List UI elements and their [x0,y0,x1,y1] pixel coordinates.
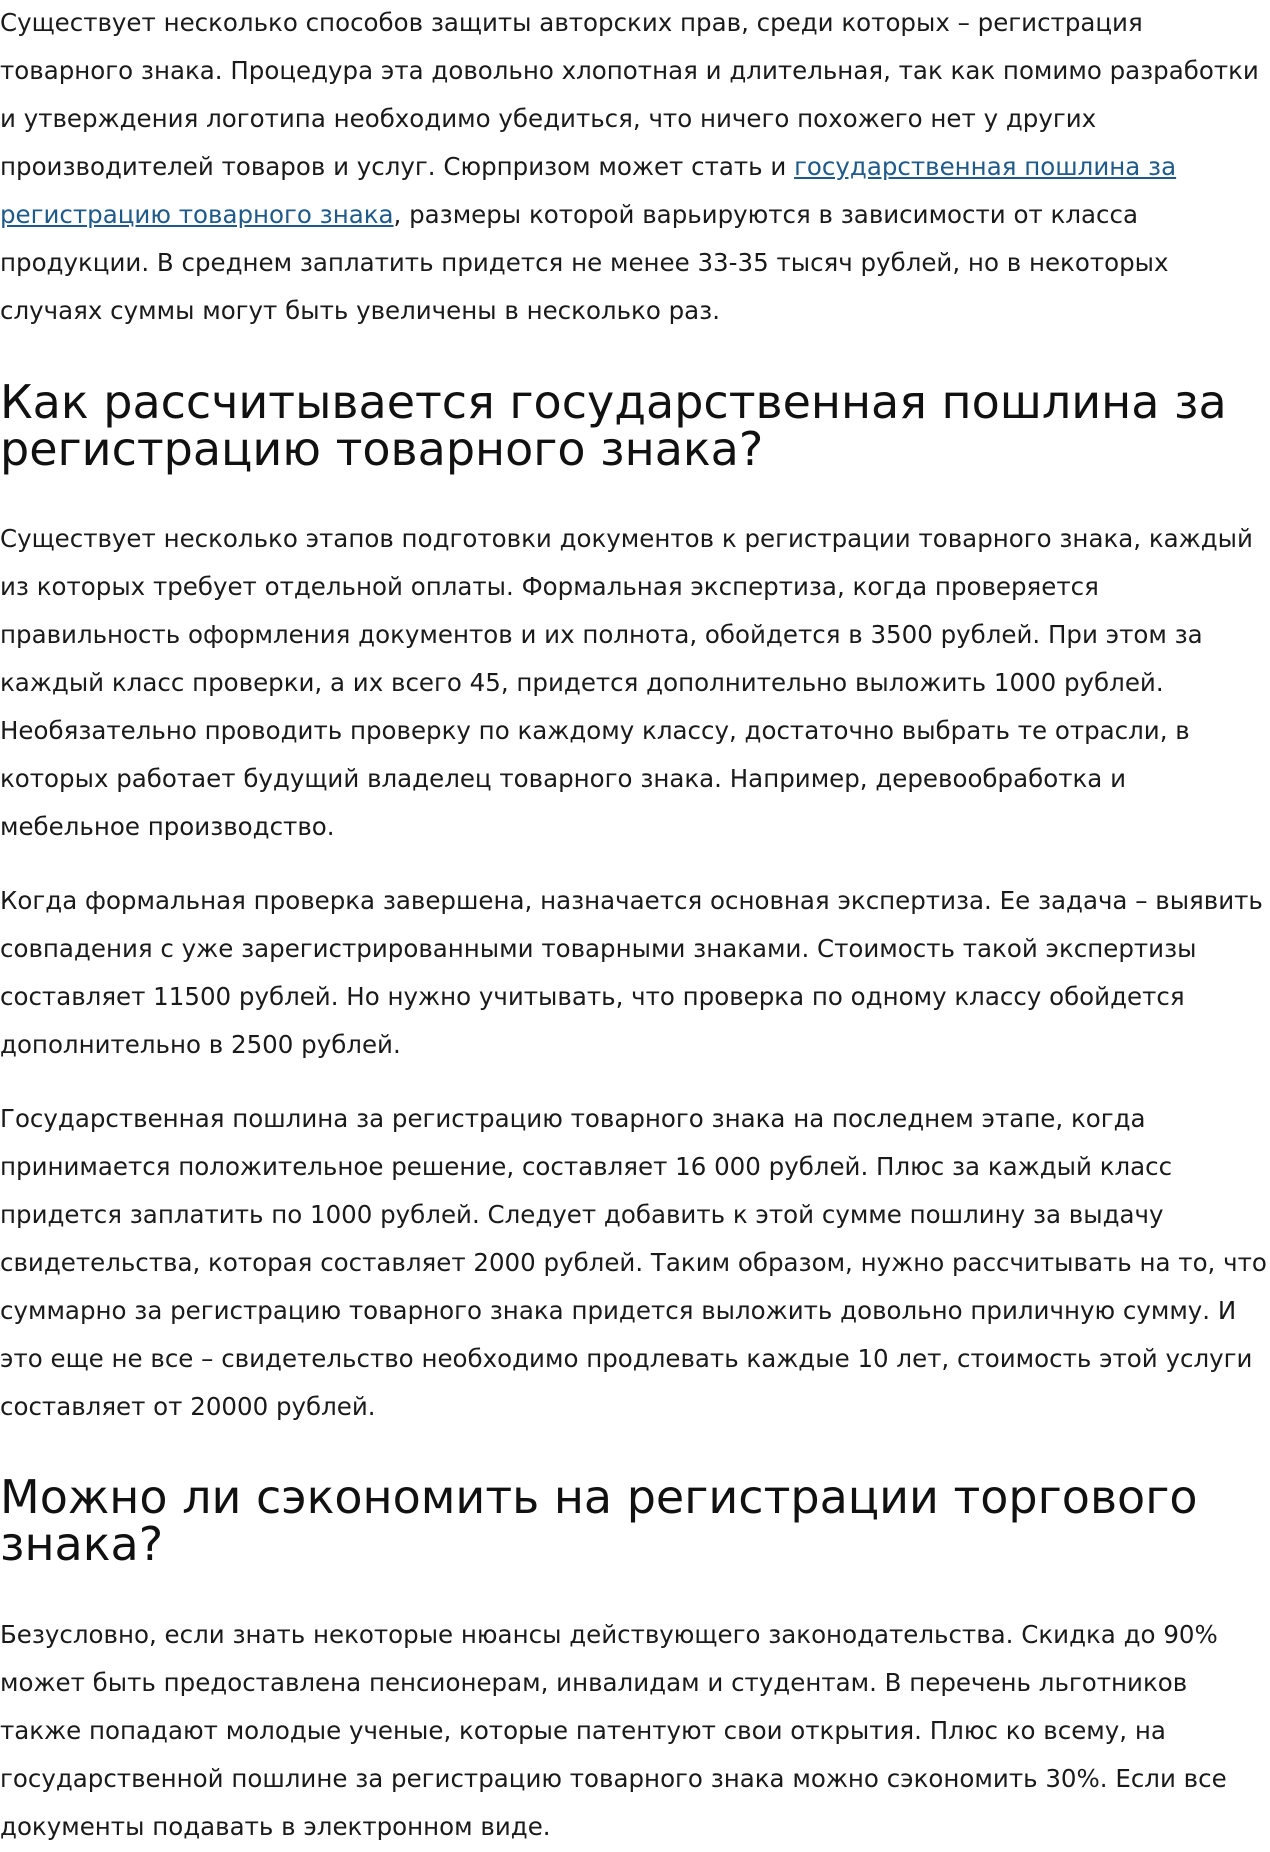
intro-paragraph [0,0,1270,335]
section-heading-fee-calculation: Как рассчитывается государственная пошлина за регистрацию товарного знака? [0,375,1227,476]
paragraph-main-examination: Когда формальная проверка завершена, назначается основная экспертиза. Ее задача – выявить совпадения с уже зарегистрированными товарными знаками. Стоимость такой экспертизы составляет 11500 рублей. Но нужно учитывать, что проверка по одному классу обойдется дополнительно в 2500 рублей. [0,886,1263,1059]
state-fee-link[interactable]: государственная пошлина за регистрацию товарного знака [0,152,1177,229]
paragraph-formal-examination: Существует несколько этапов подготовки документов к регистрации товарного знака, каждый из которых требует отдельной оплаты. Формальная экспертиза, когда проверяется правильность оформления документов и их полнота, обойдется в 3500 рублей. При этом за каждый класс проверки, а их всего 45, придется дополнительно выложить 1000 рублей. Необязательно проводить проверку по каждому классу, достаточно выбрать те отрасли, в которых работает будущий владелец товарного знака. Например, деревообработка и мебельное производство. [0,524,1253,841]
intro-text-before-link: Существует несколько способов защиты авторских прав, среди которых – регистрация товарного знака. Процедура эта довольно хлопотная и длительная, так как помимо разработки и утверждения логотипа необходимо убедиться, что ничего похожего нет у других производителей товаров и услуг. Сюрпризом может стать и [0,8,1259,181]
paragraph-final-fee: Государственная пошлина за регистрацию товарного знака на последнем этапе, когда принимается положительное решение, составляет 16 000 рублей. Плюс за каждый класс придется заплатить по 1000 рублей. Следует добавить к этой сумме пошлину за выдачу свидетельства, которая составляет 2000 рублей. Таким образом, нужно рассчитывать на то, что суммарно за регистрацию товарного знака придется выложить довольно приличную сумму. И это еще не все – свидетельство необходимо продлевать каждые 10 лет, стоимость этой услуги составляет от 20000 рублей. [0,1104,1267,1421]
section-heading-savings: Можно ли сэкономить на регистрации торгового знака? [0,1470,1198,1571]
paragraph-discounts: Безусловно, если знать некоторые нюансы действующего законодательства. Скидка до 90% может быть предоставлена пенсионерам, инвалидам и студентам. В перечень льготников также попадают молодые ученые, которые патентуют свои открытия. Плюс ко всему, на государственной пошлине за регистрацию товарного знака можно сэкономить 30%. Если все документы подавать в электронном виде. [0,1620,1227,1841]
intro-text-after-link: , размеры которой варьируются в зависимости от класса продукции. В среднем заплатить придется не менее 33-35 тысяч рублей, но в некоторых случаях суммы могут быть увеличены в несколько раз. [0,200,1169,325]
